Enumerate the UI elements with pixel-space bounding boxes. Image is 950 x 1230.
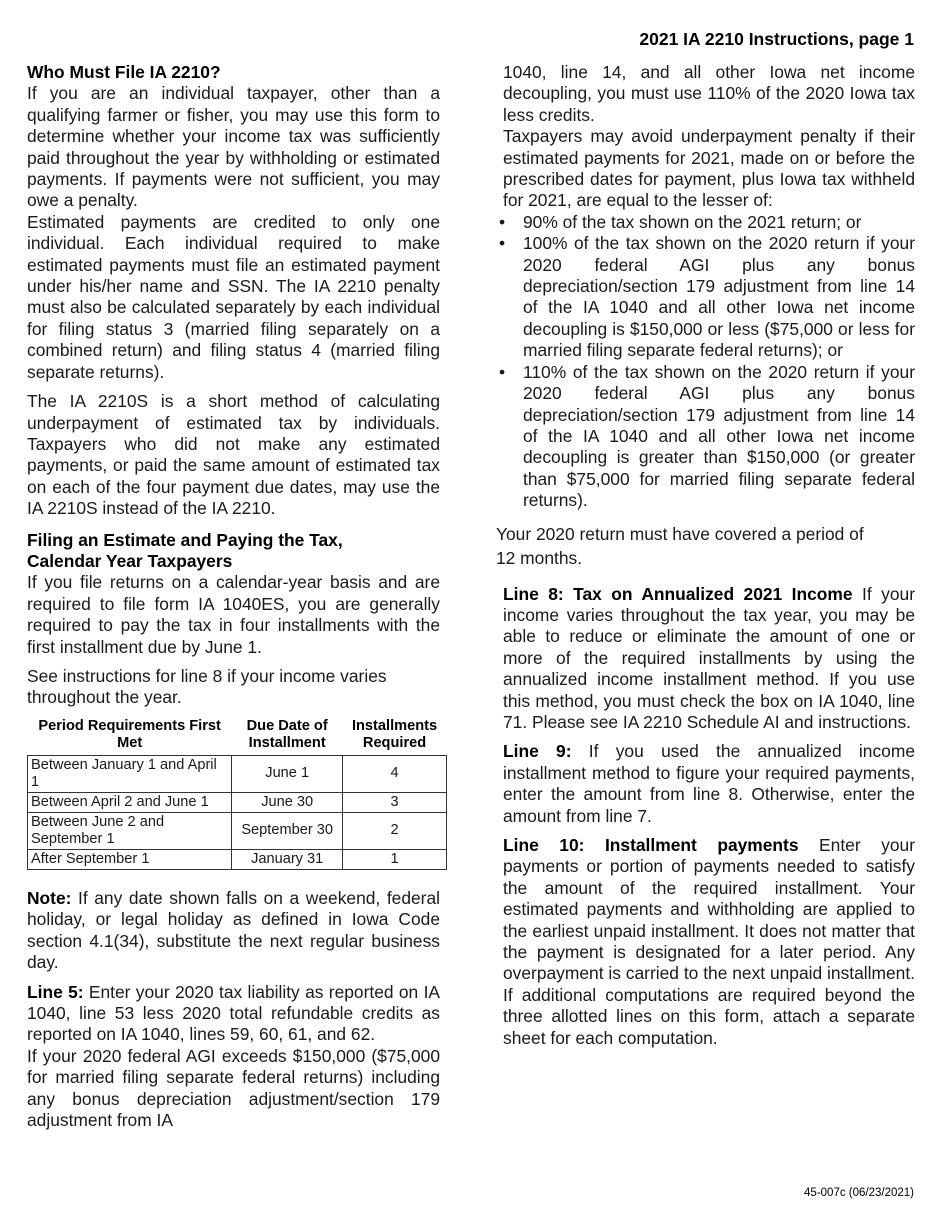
estimated-payments-paragraph: Estimated payments are credited to only one individual. Each individual required to make estimated payments must file an estimated payment under his/her name and SSN. The IA 2210 penalty must also be calculated separately by each individual for filing status 3 (married filing separately on a combined return) and filing status 4 (married filing separate returns). [27,211,440,382]
list-item: • 90% of the tax shown on the 2021 return; or [503,212,915,233]
line9-label: Line 9: [503,741,572,762]
note-paragraph [27,888,440,974]
installment-table [27,718,447,870]
see-line8-paragraph: See instructions for line 8 if your income varies throughout the year. [27,665,387,708]
filing-paragraph: If you file returns on a calendar-year basis and are required to file form IA 1040ES, you are generally required to pay the tax in four installments with the first installment due by June 1. [27,572,440,657]
line5-text: Enter your 2020 tax liability as reported on IA 1040, line 53 less 2020 total refundable credits as reported on IA 1040, lines 59, 60, 61, and 62. [27,981,441,1045]
line9-paragraph [496,741,915,827]
table-cell: 1 [343,849,447,869]
period-paragraph [496,522,915,570]
filing-heading-line-1: Filing an Estimate and Paying the Tax, [27,529,343,550]
line10-label: Line 10: Installment payments [503,835,799,855]
line8-text: If your income varies throughout the tax year, you may be able to reduce or eliminate the amount of one or more of the required installments by using the annualized income installment method. If you use this method, you must check the box on IA 1040, line 71. Please see IA 2210 Schedule AI and instructions. [503,583,915,732]
table-row [28,812,447,849]
page-header: 2021 IA 2210 Instructions, page 1 [639,29,914,49]
form-code: 45-007c (06/23/2021) [804,1187,914,1199]
table-cell: Between June 2 and September 1 [28,812,232,849]
left-column [27,62,440,1131]
table-header-row [28,718,447,756]
avoid-penalty-paragraph: Taxpayers may avoid underpayment penalty if their estimated payments for 2021, made on or before the prescribed dates for payment, plus Iowa tax withheld for 2021, are equal to the lesser of: [503,126,915,211]
table-header: Due Date of Installment [246,717,328,752]
table-row [28,792,447,812]
line10-text: Enter your payments or portion of payments needed to satisfy the amount of the required installment. Your estimated payments and withholding are applied to the earliest unpaid installment. It does not matter that the payment is designated for a later period. Any overpayment is carried to the next unpaid installment. If additional computations are required beyond the three allotted lines on this form, attach a separate sheet for each computation. [503,835,916,1048]
table-cell: June 1 [232,755,343,792]
list-item: • 100% of the tax shown on the 2020 return if your 2020 federal AGI plus any bonus depreciation/section 179 adjustment from line 14 of the IA 1040 and all other Iowa net income decoupling is $150,000 or less ($75,000 or less for married filing separate federal returns); or [503,233,915,361]
filing-heading-line-2: Calendar Year Taxpayers [27,550,233,571]
note-label: Note: [27,887,72,908]
lesser-of-list [496,212,915,512]
table-header: Installments Required [351,717,438,752]
table-cell: Between April 2 and June 1 [28,792,232,812]
line5-paragraph [27,982,440,1046]
table-cell: After September 1 [28,849,232,869]
right-column [496,62,915,1049]
period-line-2: 12 months. [496,547,583,568]
line10-paragraph [496,835,915,1049]
table-row [28,755,447,792]
table-cell: 4 [343,755,447,792]
table-cell: 3 [343,792,447,812]
who-must-file-paragraph: If you are an individual taxpayer, other than a qualifying farmer or fisher, you may use this form to determine whether your income tax was sufficiently paid throughout the year by withholding or estimated payments. If payments were not sufficient, you may owe a penalty. [27,83,440,211]
line5-agi-paragraph: If your 2020 federal AGI exceeds $150,000 ($75,000 for married filing separate federal returns) including any bonus depreciation adjustment/section 179 adjustment from IA [27,1045,440,1131]
filing-estimate-heading [27,530,440,573]
line9-text: If you used the annualized income installment method to figure your required payments, enter the amount from line 8. Otherwise, enter the amount from line 7. [503,741,915,826]
line8-label: Line 8: Tax on Annualized 2021 Income [503,583,853,604]
period-line-1: Your 2020 return must have covered a period of [496,523,864,544]
table-row [28,849,447,869]
line8-paragraph [496,584,915,734]
continued-paragraph: 1040, line 14, and all other Iowa net income decoupling, you must use 110% of the 2020 Iowa tax less credits. [503,62,915,125]
table-cell: January 31 [232,849,343,869]
table-cell: September 30 [232,812,343,849]
table-cell: 2 [343,812,447,849]
list-item: • 110% of the tax shown on the 2020 return if your 2020 federal AGI plus any bonus depreciation/section 179 adjustment from line 14 of the IA 1040 and all other Iowa net income decoupling is greater than $150,000 (or greater than $75,000 for married filing separate federal returns). [503,362,915,512]
table-cell: June 30 [232,792,343,812]
note-text: If any date shown falls on a weekend, federal holiday, or legal holiday as defined in Iowa Code section 4.1(34), substitute the next regular business day. [27,887,440,973]
table-header: Period Requirements First Met [38,717,221,752]
who-must-file-heading: Who Must File IA 2210? [27,62,221,82]
table-cell: Between January 1 and April 1 [28,755,232,792]
ia2210s-paragraph: The IA 2210S is a short method of calculating underpayment of estimated tax by individuals. Taxpayers who did not make any estimated payments, or paid the same amount of estimated tax on each of the four payment due dates, may use the IA 2210S instead of the IA 2210. [27,391,440,519]
line5-label: Line 5: [27,981,84,1002]
